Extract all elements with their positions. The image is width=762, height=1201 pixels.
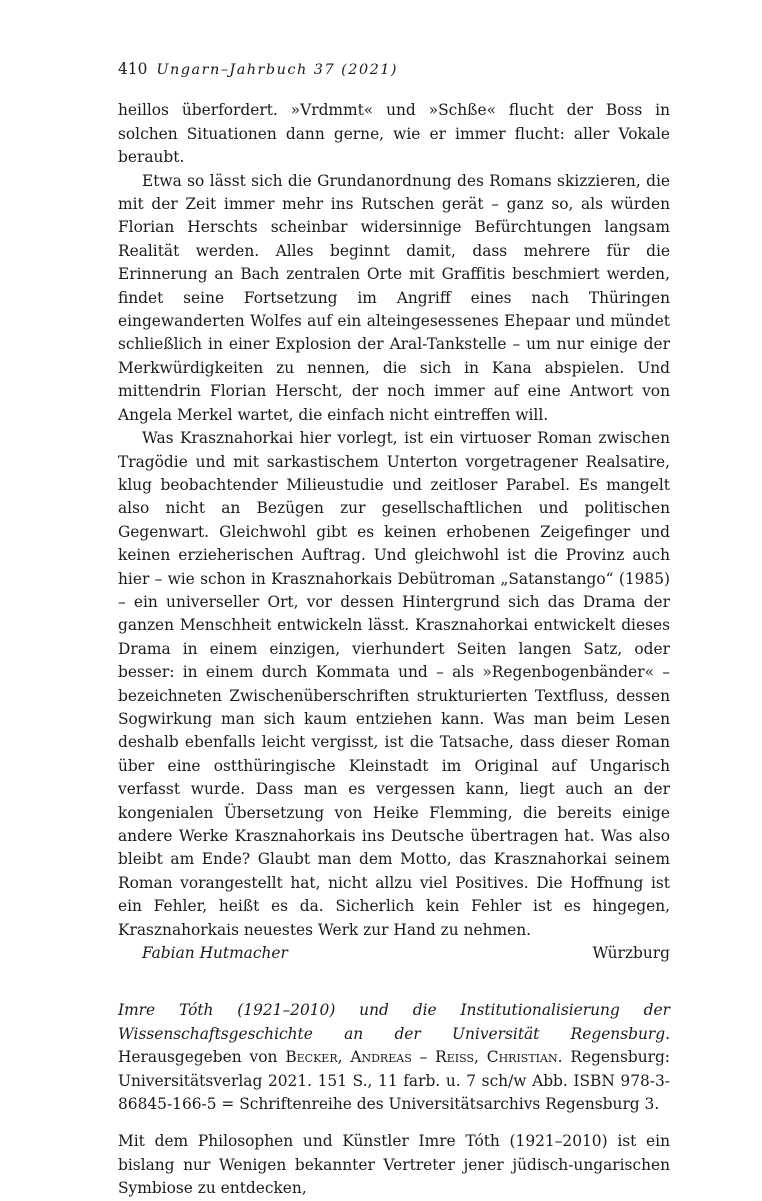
publication-info: . Regensburg: Universitätsverlag 2021. 151 S., 11 farb. u. 7 sch/w Abb. ISBN 978-3-86845-166-5 = Schriftenreihe des Universitätsarchivs Regensburg 3. [118, 1048, 670, 1114]
review1-paragraph-3: Was Krasznahorkai hier vorlegt, ist ein virtuoser Roman zwischen Tragödie und mit sarkastischem Unterton vorgetragener Realsatire, klug beobachtender Milieustudie und zeitloser Parabel. Es mangelt also nicht an Bezügen zur gesellschaftlichen und politischen Gegenwart. Gleichwohl gibt es keinen erhobenen Zeigefinger und keinen erzieherischen Auftrag. Und gleichwohl ist die Provinz auch hier – wie schon in Krasznahorkais Debütroman „Satanstango“ (1985) – ein universeller Ort, vor dessen Hintergrund sich das Drama der ganzen Menschheit entwickeln lässt. Krasznahorkai entwickelt dieses Drama in einem einzigen, vierhundert Seiten langen Satz, oder besser: in einem durch Kommata und – als »Regenbogenbänder« – bezeichneten Zwischenüberschriften strukturierten Textfluss, dessen Sogwirkung man sich kaum entziehen kann. Was man beim Lesen deshalb ebenfalls leicht vergisst, ist die Tatsache, dass dieser Roman über eine ostthüringische Kleinstadt im Original auf Ungarisch verfasst wurde. Dass man es vergessen kann, liegt auch an der kongenialen Übersetzung von Heike Flemming, die bereits einige andere Werke Krasznahorkais ins Deutsche übertragen hat. Was also bleibt am Ende? Glaubt man dem Motto, das Krasznahorkai seinem Roman vorangestellt hat, nicht allzu viel Positives. Die Hoffnung ist ein Fehler, heißt es da. Sicherlich kein Fehler ist es hingegen, Krasznahorkais neuestes Werk zur Hand zu nehmen. [118, 429, 670, 939]
running-header [118, 58, 670, 82]
reviewer-name: Fabian Hutmacher [142, 944, 288, 963]
reviewer-location: Würzburg [592, 944, 670, 963]
journal-title: Ungarn–Jahrbuch 37 (2021) [156, 62, 399, 78]
review2-paragraph-1: Mit dem Philosophen und Künstler Imre Tóth (1921–2010) ist ein bislang nur Wenigen bekannter Vertreter jener jüdisch-ungarischen Symbiose zu entdecken, [118, 1132, 670, 1198]
review2-bibliographic-entry [118, 999, 670, 1116]
review1-paragraph-2: Etwa so lässt sich die Grundanordnung des Romans skizzieren, die mit der Zeit immer mehr ins Rutschen gerät – ganz so, als würden Florian Herschts scheinbar widersinnige Befürchtungen langsam Realität werden. Alles beginnt damit, dass mehrere für die Erinnerung an Bach zentralen Orte mit Graffitis beschmiert werden, findet seine Fortsetzung im Angriff eines nach Thüringen eingewanderten Wolfes auf ein alteingesessenes Ehepaar und mündet schließlich in einer Explosion der Aral-Tankstelle – um nur einige der Merkwürdigkeiten zu nennen, die sich in Kana abspielen. Und mittendrin Florian Herscht, der noch immer auf eine Antwort von Angela Merkel wartet, die einfach nicht eintreffen will. [118, 171, 670, 424]
book-editors: Becker, Andreas – Reiss, Christian [285, 1048, 558, 1067]
review1-signature [118, 942, 670, 965]
page-number: 410 [118, 60, 148, 78]
review1-paragraph-1: heillos überfordert. »Vrdmmt« und »Schße« flucht der Boss in solchen Situationen dann gerne, wie er immer flucht: aller Vokale beraubt. [118, 101, 670, 167]
book-title: Imre Tóth (1921–2010) und die Institutionalisierung der Wissenschaftsgeschichte an der Universität Regensburg [118, 1001, 670, 1043]
editors-prefix: . Herausgegeben von [118, 1024, 670, 1067]
page [118, 58, 670, 1201]
